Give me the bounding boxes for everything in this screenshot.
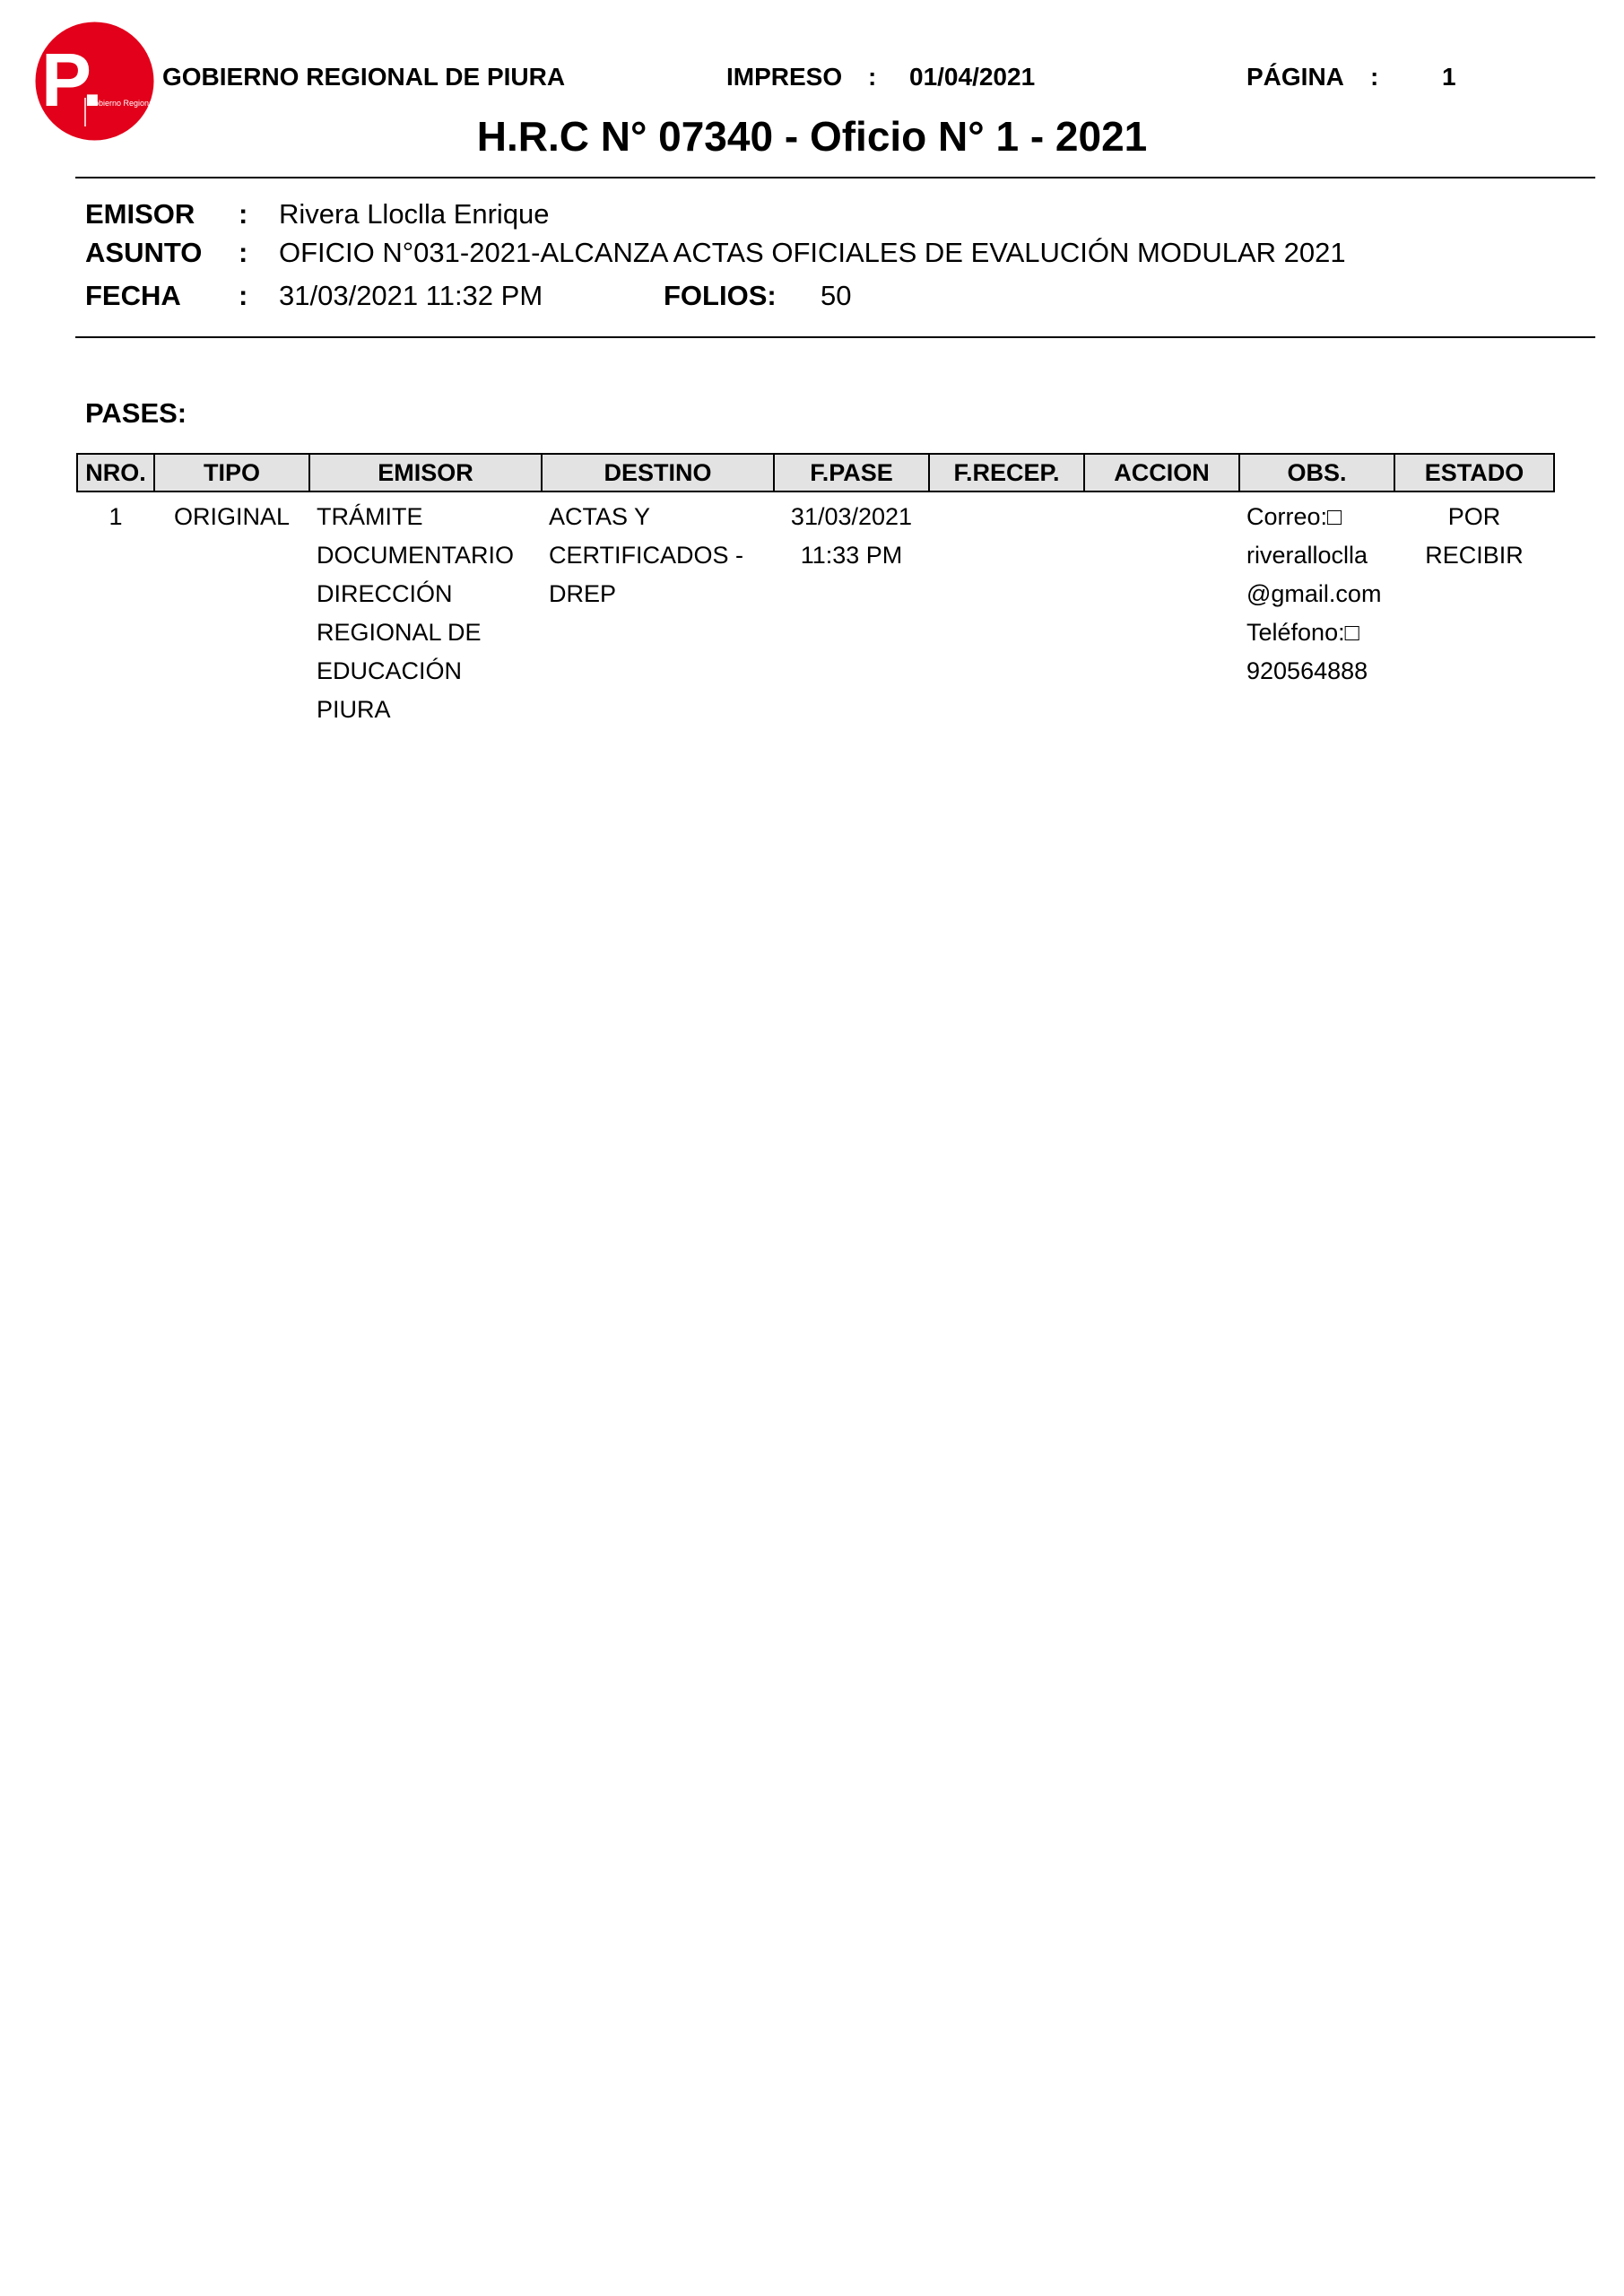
- cell-line: 31/03/2021: [790, 503, 913, 530]
- col-destino: DESTINO: [542, 454, 774, 491]
- logo-text: Gobierno Regional Piura: [88, 99, 177, 108]
- folios-label: FOLIOS:: [664, 280, 777, 311]
- cell-line: DREP: [549, 580, 617, 607]
- page-colon: :: [1370, 63, 1379, 91]
- cell-line: Teléfono:□: [1246, 619, 1359, 646]
- page-number: 1: [1442, 63, 1456, 91]
- fecha-colon: :: [239, 280, 248, 311]
- fecha-label: FECHA: [85, 280, 181, 311]
- cell-line: 920564888: [1246, 657, 1368, 684]
- cell-emisor: [309, 491, 542, 729]
- col-emisor: EMISOR: [309, 454, 542, 491]
- cell-line: EDUCACIÓN: [317, 657, 463, 684]
- page-label: PÁGINA: [1246, 63, 1344, 91]
- cell-line: riveralloclla: [1246, 542, 1368, 569]
- cell-line: ACTAS Y: [549, 503, 651, 530]
- col-tipo: TIPO: [154, 454, 309, 491]
- cell-estado: [1394, 491, 1554, 729]
- cell-line: CERTIFICADOS -: [549, 542, 744, 569]
- cell-line: POR: [1447, 503, 1501, 530]
- organization-name: GOBIERNO REGIONAL DE PIURA: [162, 63, 566, 91]
- cell-accion: [1084, 491, 1239, 729]
- cell-f-pase: [774, 491, 929, 729]
- asunto-value: OFICIO N°031-2021-ALCANZA ACTAS OFICIALES DE EVALUCIÓN MODULAR 2021: [279, 237, 1346, 268]
- document-title: H.R.C N° 07340 - Oficio N° 1 - 2021: [476, 113, 1148, 160]
- col-accion: ACCION: [1084, 454, 1239, 491]
- asunto-colon: :: [239, 237, 248, 268]
- cell-nro: 1: [109, 503, 123, 530]
- col-f-recep: F.RECEP.: [929, 454, 1084, 491]
- cell-line: Correo:□: [1246, 503, 1342, 530]
- col-nro: NRO.: [77, 454, 154, 491]
- printed-date: 01/04/2021: [909, 63, 1036, 91]
- cell-line: TRÁMITE: [317, 503, 423, 530]
- emisor-value: Rivera Lloclla Enrique: [279, 198, 550, 230]
- emisor-label: EMISOR: [85, 198, 195, 230]
- printed-colon: :: [868, 63, 877, 91]
- table-row: [77, 491, 1554, 729]
- cell-f-recep: [929, 491, 1084, 729]
- col-obs: OBS.: [1239, 454, 1394, 491]
- cell-tipo: ORIGINAL: [173, 503, 291, 530]
- cell-obs: [1239, 491, 1394, 729]
- printed-label: IMPRESO: [726, 63, 843, 91]
- col-estado: ESTADO: [1394, 454, 1554, 491]
- col-f-pase: F.PASE: [774, 454, 929, 491]
- cell-line: REGIONAL DE: [317, 619, 482, 646]
- cell-line: @gmail.com: [1246, 580, 1382, 607]
- cell-line: DOCUMENTARIO: [317, 542, 514, 569]
- cell-line: RECIBIR: [1425, 542, 1524, 569]
- fecha-value: 31/03/2021 11:32 PM: [279, 280, 543, 311]
- emisor-colon: :: [239, 198, 248, 230]
- logo-glyph: P.: [41, 38, 103, 122]
- pases-heading: PASES:: [85, 397, 187, 429]
- pases-table: [76, 453, 1555, 729]
- cell-destino: [542, 491, 774, 729]
- asunto-label: ASUNTO: [85, 237, 203, 268]
- table-header-row: [77, 454, 1554, 491]
- cell-line: 11:33 PM: [800, 542, 903, 569]
- top-divider: [75, 177, 1595, 178]
- info-divider: [75, 336, 1595, 338]
- cell-line: DIRECCIÓN: [317, 580, 453, 607]
- folios-value: 50: [821, 280, 852, 311]
- cell-line: PIURA: [317, 696, 391, 723]
